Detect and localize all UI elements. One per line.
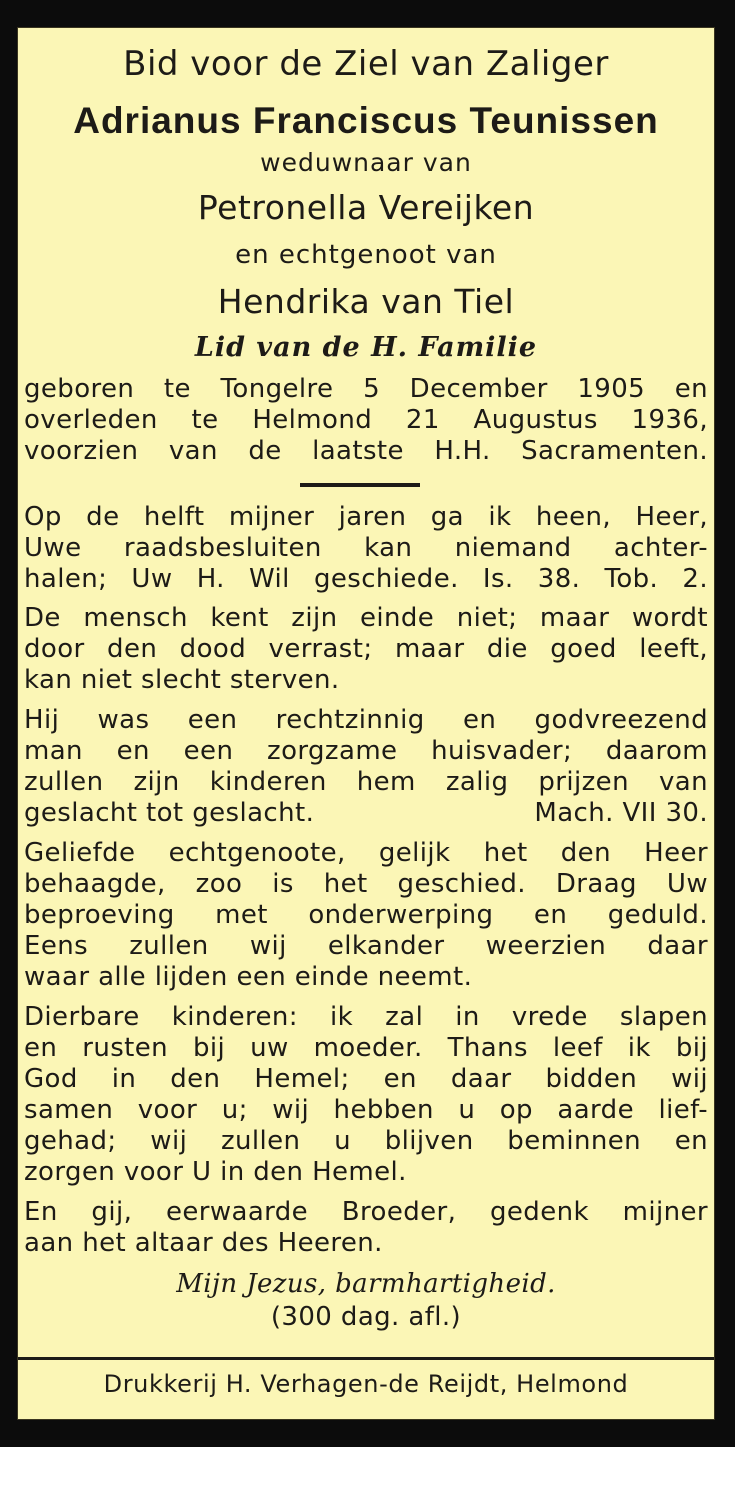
para5-line: gehad; wij zullen u blijven beminnen en: [24, 1126, 708, 1156]
membership-line: Lid van de H. Familie: [194, 332, 538, 363]
para2-line: kan niet slecht sterven.: [24, 665, 340, 695]
para3-line: Hij was een rechtzinnig en godvreezend: [24, 705, 708, 735]
para1-line: halen; Uw H. Wil geschiede. Is. 38. Tob. 2.: [24, 564, 708, 594]
bio-line: overleden te Helmond 21 Augustus 1936,: [24, 405, 708, 435]
para6-line: aan het altaar des Heeren.: [24, 1228, 383, 1258]
para4-line: waar alle lijden een einde neemt.: [24, 962, 473, 992]
para4-line: behaagde, zoo is het geschied. Draag Uw: [24, 869, 708, 899]
para4-line: Eens zullen wij elkander weerzien daar: [24, 931, 708, 961]
para5-line: Dierbare kinderen: ik zal in vrede slapen: [24, 1002, 708, 1032]
para5-line: God in den Hemel; en daar bidden wij: [24, 1064, 708, 1094]
para3-line: zullen zijn kinderen hem zalig prijzen van: [24, 767, 708, 797]
footer-divider: [18, 1357, 714, 1360]
para5-line: zorgen voor U in den Hemel.: [24, 1157, 407, 1187]
widower-line: weduwnaar van: [260, 148, 472, 177]
para4-line: beproeving met onderwerping en geduld.: [24, 900, 708, 930]
spouse-line: en echtgenoot van: [235, 240, 497, 270]
closing-prayer: Mijn Jezus, barmhartigheid.: [176, 1269, 556, 1299]
memorial-card: [17, 27, 715, 1420]
printer-credit: Drukkerij H. Verhagen-de Reijdt, Helmond: [103, 1370, 629, 1398]
second-wife-name: Hendrika van Tiel: [217, 282, 515, 321]
para5-line: en rusten bij uw moeder. Thans leef ik bij: [24, 1033, 708, 1063]
para1-line: Op de helft mijner jaren ga ik heen, Heer,: [24, 502, 708, 532]
para4-line: Geliefde echtgenoote, gelijk het den Heer: [24, 838, 708, 868]
para3-last-line: [24, 798, 708, 828]
deceased-name: Adrianus Franciscus Teunissen: [73, 100, 659, 141]
para3-line: man en een zorgzame huisvader; daarom: [24, 736, 708, 766]
para1-line: Uwe raadsbesluiten kan niemand achter-: [24, 533, 708, 563]
para6-line: En gij, eerwaarde Broeder, gedenk mijner: [24, 1197, 708, 1227]
scripture-reference: Mach. VII 30.: [534, 798, 708, 828]
para2-line: door den dood verrast; maar die goed leeft,: [24, 634, 708, 664]
bio-line: geboren te Tongelre 5 December 1905 en: [24, 374, 708, 404]
para3-last-text: geslacht tot geslacht.: [24, 798, 315, 828]
first-wife-name: Petronella Vereijken: [197, 188, 535, 227]
divider: [300, 483, 420, 487]
bio-line: voorzien van de laatste H.H. Sacramenten.: [24, 436, 708, 466]
indulgence-note: (300 dag. afl.): [270, 1302, 462, 1332]
para2-line: De mensch kent zijn einde niet; maar wordt: [24, 603, 708, 633]
para5-line: samen voor u; wij hebben u op aarde lief-: [24, 1095, 708, 1125]
intro-line: Bid voor de Ziel van Zaliger: [123, 44, 609, 84]
